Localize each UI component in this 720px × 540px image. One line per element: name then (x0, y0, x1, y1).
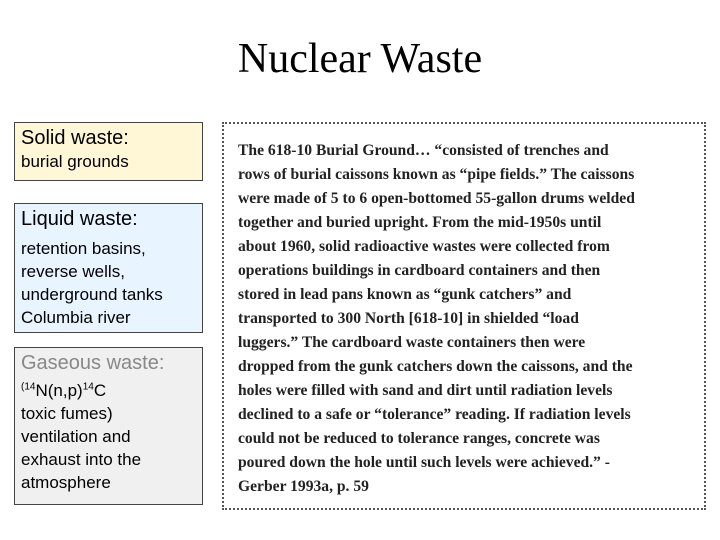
gaseous-waste-heading: Gaseous waste: (21, 352, 165, 374)
liquid-waste-heading: Liquid waste: (21, 208, 138, 230)
quote-line: The 618-10 Burial Ground… “consisted of trenches and (238, 142, 609, 159)
solid-waste-heading: Solid waste: (21, 127, 129, 149)
quote-line: operations buildings in cardboard containers and then (238, 262, 601, 279)
burial-ground-quote (222, 122, 706, 510)
quote-line: transported to 300 North [618-10] in shielded “load (238, 310, 579, 327)
liquid-waste-item: underground tanks (21, 285, 163, 304)
reaction-open: ( (21, 381, 25, 393)
quote-line: could not be reduced to tolerance ranges, concrete was (238, 430, 600, 447)
solid-waste-box (14, 122, 203, 181)
reaction-product: C (93, 381, 107, 400)
quote-line: holes were filled with sand and dirt until radiation levels (238, 382, 613, 399)
quote-line: poured down the hole until such levels were achieved.” - (238, 454, 610, 471)
gaseous-waste-box (14, 347, 203, 505)
gaseous-waste-item: ventilation and (21, 427, 131, 446)
reaction-core: N(n,p) (35, 381, 83, 400)
liquid-waste-item: Columbia river (21, 308, 131, 327)
quote-line: were made of 5 to 6 open-bottomed 55-gallon drums welded (238, 190, 635, 207)
nitrogen-mass-number: 14 (24, 381, 36, 393)
quote-line: declined to a safe or “tolerance” reading. If radiation levels (238, 406, 631, 423)
slide-title: Nuclear Waste (237, 36, 483, 82)
quote-line: dropped from the gunk catchers down the caissons, and the (238, 358, 633, 375)
reaction-formula (21, 379, 196, 402)
gaseous-waste-item: exhaust into the (21, 450, 142, 469)
quote-line: about 1960, solid radioactive wastes were collected from (238, 238, 610, 255)
liquid-waste-item: retention basins, (21, 239, 146, 258)
quote-line: rows of burial caissons known as “pipe fields.” The caissons (238, 166, 635, 183)
carbon-mass-number: 14 (82, 381, 94, 393)
liquid-waste-box (14, 203, 203, 333)
quote-line: together and buried upright. From the mid-1950s until (238, 214, 602, 231)
quote-citation: Gerber 1993a, p. 59 (238, 478, 369, 495)
quote-line: luggers.” The cardboard waste containers then were (238, 334, 586, 351)
solid-waste-item: burial grounds (21, 152, 129, 171)
liquid-waste-item: reverse wells, (21, 262, 125, 281)
quote-line: stored in lead pans known as “gunk catchers” and (238, 286, 572, 303)
gaseous-waste-item: toxic fumes) (21, 404, 113, 423)
gaseous-waste-item: atmosphere (21, 473, 111, 492)
